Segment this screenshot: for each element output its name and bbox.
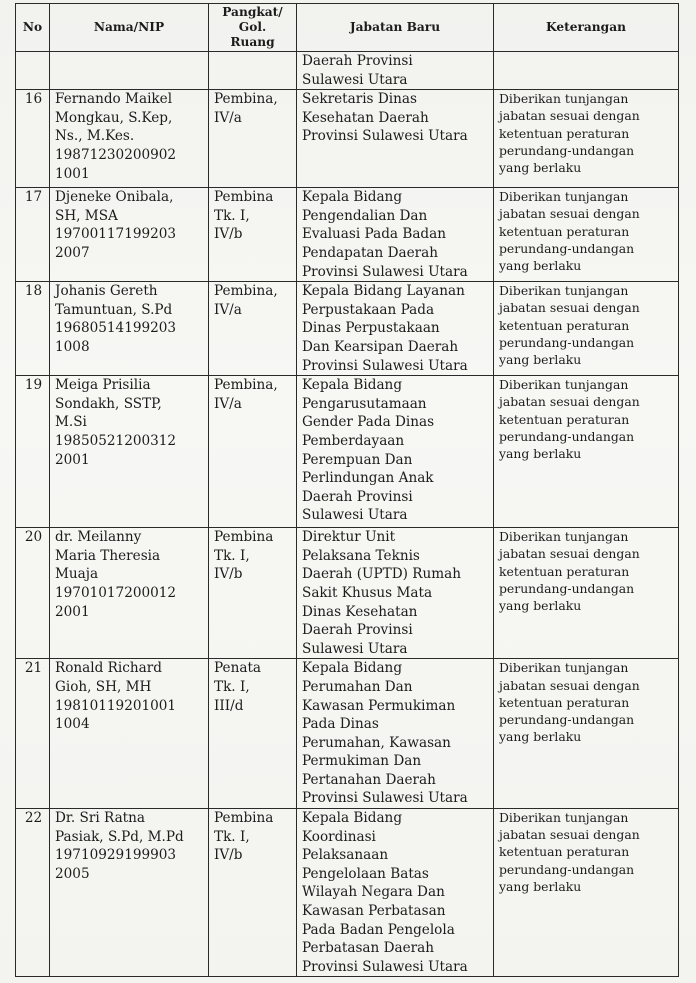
nama-line: 1001 [55, 165, 90, 182]
cell-keterangan [494, 809, 679, 977]
jabatan-line: Dinas Kesehatan [302, 603, 418, 620]
header-pangkat-line: Gol. [238, 20, 267, 34]
cell-pangkat [209, 52, 297, 90]
header-jabatan-baru: Jabatan Baru [297, 4, 494, 52]
nama-line: Ronald Richard [55, 660, 162, 677]
jabatan-line: Daerah (UPTD) Rumah [302, 566, 461, 583]
cell-pangkat [209, 528, 297, 659]
cell-no [16, 52, 50, 90]
nama-line: 2005 [55, 865, 90, 882]
pangkat-line: IV/b [214, 566, 243, 583]
cell-no: 17 [16, 188, 50, 282]
jabatan-line: Pertanahan Daerah [302, 771, 436, 788]
header-pangkat-line: Pangkat/ [222, 5, 283, 19]
jabatan-line: Provinsi Sulawesi Utara [302, 128, 468, 145]
jabatan-line: Perbatasan Daerah [302, 940, 435, 957]
keterangan-line: yang berlaku [499, 445, 582, 461]
jabatan-line: Permukiman Dan [302, 753, 422, 770]
cell-pangkat [209, 376, 297, 528]
keterangan-line: yang berlaku [499, 351, 582, 367]
keterangan-line: perundang-undangan [499, 142, 635, 158]
jabatan-line: Pengendalian Dan [302, 207, 428, 224]
jabatan-line: Pada Dinas [302, 716, 379, 733]
keterangan-line: Diberikan tunjangan [499, 810, 629, 826]
nama-line: 19850521200312 [55, 432, 177, 449]
nama-line: 1004 [55, 716, 90, 733]
cell-jabatan [297, 282, 494, 376]
nama-line: 2001 [55, 603, 90, 620]
cell-nama [50, 52, 209, 90]
nama-line: 19680514199203 [55, 320, 177, 337]
pangkat-line: Tk. I, [214, 207, 250, 224]
jabatan-line: Perempuan Dan [302, 451, 413, 468]
nama-line: Dr. Sri Ratna [55, 810, 145, 827]
keterangan-line: ketentuan peraturan [499, 694, 630, 710]
keterangan-line: ketentuan peraturan [499, 317, 630, 333]
jabatan-line: Daerah Provinsi [302, 53, 413, 69]
cell-nama-nip [50, 809, 209, 977]
jabatan-line: Kawasan Permukiman [302, 697, 456, 714]
keterangan-line: jabatan sesuai dengan [499, 394, 640, 410]
pangkat-line: IV/a [214, 395, 242, 412]
header-nama-nip: Nama/NIP [50, 4, 209, 52]
nama-line: Sondakh, SSTP, [55, 395, 162, 412]
cell-jabatan [297, 188, 494, 282]
nama-line: Maria Theresia [55, 547, 161, 564]
cell-nama-nip [50, 282, 209, 376]
table-row [16, 90, 679, 188]
jabatan-line: Perpustakaan Pada [302, 301, 435, 318]
jabatan-line: Kepala Bidang [302, 660, 403, 677]
pangkat-line: Tk. I, [214, 828, 250, 845]
nama-line: 19701017200012 [55, 584, 177, 601]
keterangan-line: Diberikan tunjangan [499, 529, 629, 545]
nama-line: Ns., M.Kes. [55, 128, 135, 145]
jabatan-line: Direktur Unit [302, 529, 396, 546]
keterangan-line: jabatan sesuai dengan [499, 677, 640, 693]
jabatan-line: Perumahan, Kawasan [302, 734, 451, 751]
jabatan-line: Sakit Khusus Mata [302, 584, 433, 601]
cell-no: 16 [16, 90, 50, 188]
table-row [16, 188, 679, 282]
continuation-row [16, 52, 679, 90]
keterangan-line: jabatan sesuai dengan [499, 108, 640, 124]
jabatan-line: Kepala Bidang [302, 377, 403, 394]
jabatan-line: Daerah Provinsi [302, 622, 413, 639]
nama-line: Pasiak, S.Pd, M.Pd [55, 828, 184, 845]
nama-line: 19700117199203 [55, 226, 177, 243]
nama-line: Djeneke Onibala, [55, 189, 174, 206]
cell-jabatan [297, 809, 494, 977]
nama-line: Gioh, SH, MH [55, 678, 152, 695]
cell-keterangan [494, 188, 679, 282]
table-row [16, 528, 679, 659]
nama-line: 2007 [55, 244, 90, 261]
cell-keterangan [494, 376, 679, 528]
keterangan-line: jabatan sesuai dengan [499, 206, 640, 222]
cell-keterangan [494, 282, 679, 376]
cell-no: 18 [16, 282, 50, 376]
cell-keterangan [494, 90, 679, 188]
table-row [16, 282, 679, 376]
cell-nama-nip [50, 659, 209, 809]
jabatan-line: Sulawesi Utara [302, 71, 408, 88]
nama-line: Tamuntuan, S.Pd [55, 301, 173, 318]
cell-no: 19 [16, 376, 50, 528]
jabatan-line: Provinsi Sulawesi Utara [302, 790, 468, 807]
keterangan-line: yang berlaku [499, 597, 582, 613]
header-no: No [16, 4, 50, 52]
jabatan-line: Provinsi Sulawesi Utara [302, 357, 468, 374]
pangkat-line: Pembina, [214, 91, 278, 108]
cell-pangkat [209, 282, 297, 376]
jabatan-line: Provinsi Sulawesi Utara [302, 958, 468, 975]
jabatan-line: Perlindungan Anak [302, 470, 434, 487]
jabatan-line: Pendapatan Daerah [302, 244, 438, 261]
jabatan-line: Kepala Bidang [302, 189, 403, 206]
keterangan-line: yang berlaku [499, 258, 582, 273]
jabatan-line: Dan Kearsipan Daerah [302, 338, 459, 355]
cell-nama-nip [50, 528, 209, 659]
cell-no: 20 [16, 528, 50, 659]
nama-line: 19710929199903 [55, 847, 177, 864]
jabatan-line: Pelaksana Teknis [302, 547, 420, 564]
jabatan-line: Kepala Bidang Layanan [302, 283, 465, 300]
pangkat-line: Pembina, [214, 283, 278, 300]
jabatan-line: Sulawesi Utara [302, 640, 408, 657]
pangkat-line: Tk. I, [214, 547, 250, 564]
jabatan-line: Evaluasi Pada Badan [302, 226, 446, 243]
jabatan-line: Kepala Bidang [302, 810, 403, 827]
nama-line: 1008 [55, 338, 90, 355]
header-keterangan: Keterangan [494, 4, 679, 52]
keterangan-line: jabatan sesuai dengan [499, 300, 640, 316]
keterangan-line: perundang-undangan [499, 580, 635, 596]
keterangan-line: yang berlaku [499, 878, 582, 894]
nama-line: Muaja [55, 566, 99, 583]
cell-pangkat [209, 659, 297, 809]
jabatan-line: Provinsi Sulawesi Utara [302, 263, 468, 280]
cell-pangkat [209, 809, 297, 977]
keterangan-line: ketentuan peraturan [499, 125, 630, 141]
jabatan-line: Daerah Provinsi [302, 488, 413, 505]
jabatan-line: Pelaksanaan [302, 847, 389, 864]
nama-line: 2001 [55, 451, 90, 468]
keterangan-line: perundang-undangan [499, 428, 635, 444]
table-row [16, 376, 679, 528]
jabatan-line: Pengarusutamaan [302, 395, 427, 412]
cell-keterangan [494, 528, 679, 659]
pangkat-line: Pembina [214, 189, 274, 206]
keterangan-line: perundang-undangan [499, 240, 635, 256]
pangkat-line: Pembina [214, 810, 274, 827]
keterangan-line: perundang-undangan [499, 334, 635, 350]
jabatan-line: Pada Badan Pengelola [302, 921, 455, 938]
cell-nama-nip [50, 376, 209, 528]
jabatan-line: Pengelolaan Batas [302, 865, 429, 882]
cell-jabatan [297, 376, 494, 528]
cell-keterangan [494, 52, 679, 90]
pangkat-line: Penata [214, 660, 262, 677]
cell-jabatan [297, 52, 494, 90]
cell-no: 22 [16, 809, 50, 977]
pangkat-line: Tk. I, [214, 678, 250, 695]
cell-pangkat [209, 90, 297, 188]
table-row [16, 659, 679, 809]
keterangan-line: Diberikan tunjangan [499, 189, 629, 205]
keterangan-line: perundang-undangan [499, 861, 635, 877]
pangkat-line: IV/a [214, 301, 242, 318]
pangkat-line: IV/b [214, 847, 243, 864]
nama-line: SH, MSA [55, 207, 118, 224]
pangkat-line: IV/a [214, 109, 242, 126]
keterangan-line: Diberikan tunjangan [499, 377, 629, 393]
jabatan-line: Koordinasi [302, 828, 376, 845]
pangkat-line: Pembina [214, 529, 274, 546]
nama-line: dr. Meilanny [55, 529, 142, 546]
nama-line: M.Si [55, 414, 87, 431]
cell-nama-nip [50, 188, 209, 282]
nama-line: Meiga Prisilia [55, 377, 151, 394]
keterangan-line: jabatan sesuai dengan [499, 827, 640, 843]
jabatan-line: Wilayah Negara Dan [302, 884, 445, 901]
jabatan-line: Kawasan Perbatasan [302, 903, 446, 920]
jabatan-line: Perumahan Dan [302, 678, 413, 695]
pangkat-line: III/d [214, 697, 244, 714]
pangkat-line: Pembina, [214, 377, 278, 394]
jabatan-line: Sulawesi Utara [302, 507, 408, 524]
appointment-table [15, 3, 679, 977]
table-row [16, 809, 679, 977]
keterangan-line: yang berlaku [499, 160, 582, 175]
jabatan-line: Kesehatan Daerah [302, 109, 429, 126]
keterangan-line: ketentuan peraturan [499, 844, 630, 860]
keterangan-line: Diberikan tunjangan [499, 660, 629, 676]
table-header-row [16, 4, 679, 52]
nama-line: Fernando Maikel [55, 91, 173, 108]
keterangan-line: ketentuan peraturan [499, 563, 630, 579]
cell-keterangan [494, 659, 679, 809]
nama-line: Johanis Gereth [55, 283, 158, 300]
nama-line: Mongkau, S.Kep, [55, 109, 173, 126]
keterangan-line: yang berlaku [499, 729, 582, 745]
cell-no: 21 [16, 659, 50, 809]
keterangan-line: ketentuan peraturan [499, 411, 630, 427]
header-pangkat-line: Ruang [230, 35, 275, 49]
cell-pangkat [209, 188, 297, 282]
jabatan-line: Gender Pada Dinas [302, 414, 435, 431]
keterangan-line: jabatan sesuai dengan [499, 546, 640, 562]
keterangan-line: Diberikan tunjangan [499, 283, 629, 299]
nama-line: 19871230200902 [55, 146, 177, 163]
nama-line: 19810119201001 [55, 697, 177, 714]
cell-jabatan [297, 90, 494, 188]
header-pangkat [209, 4, 297, 52]
jabatan-line: Sekretaris Dinas [302, 91, 417, 108]
jabatan-line: Dinas Perpustakaan [302, 320, 440, 337]
cell-nama-nip [50, 90, 209, 188]
cell-jabatan [297, 528, 494, 659]
jabatan-line: Pemberdayaan [302, 432, 405, 449]
cell-jabatan [297, 659, 494, 809]
keterangan-line: Diberikan tunjangan [499, 91, 629, 107]
pangkat-line: IV/b [214, 226, 243, 243]
keterangan-line: perundang-undangan [499, 711, 635, 727]
keterangan-line: ketentuan peraturan [499, 223, 630, 239]
